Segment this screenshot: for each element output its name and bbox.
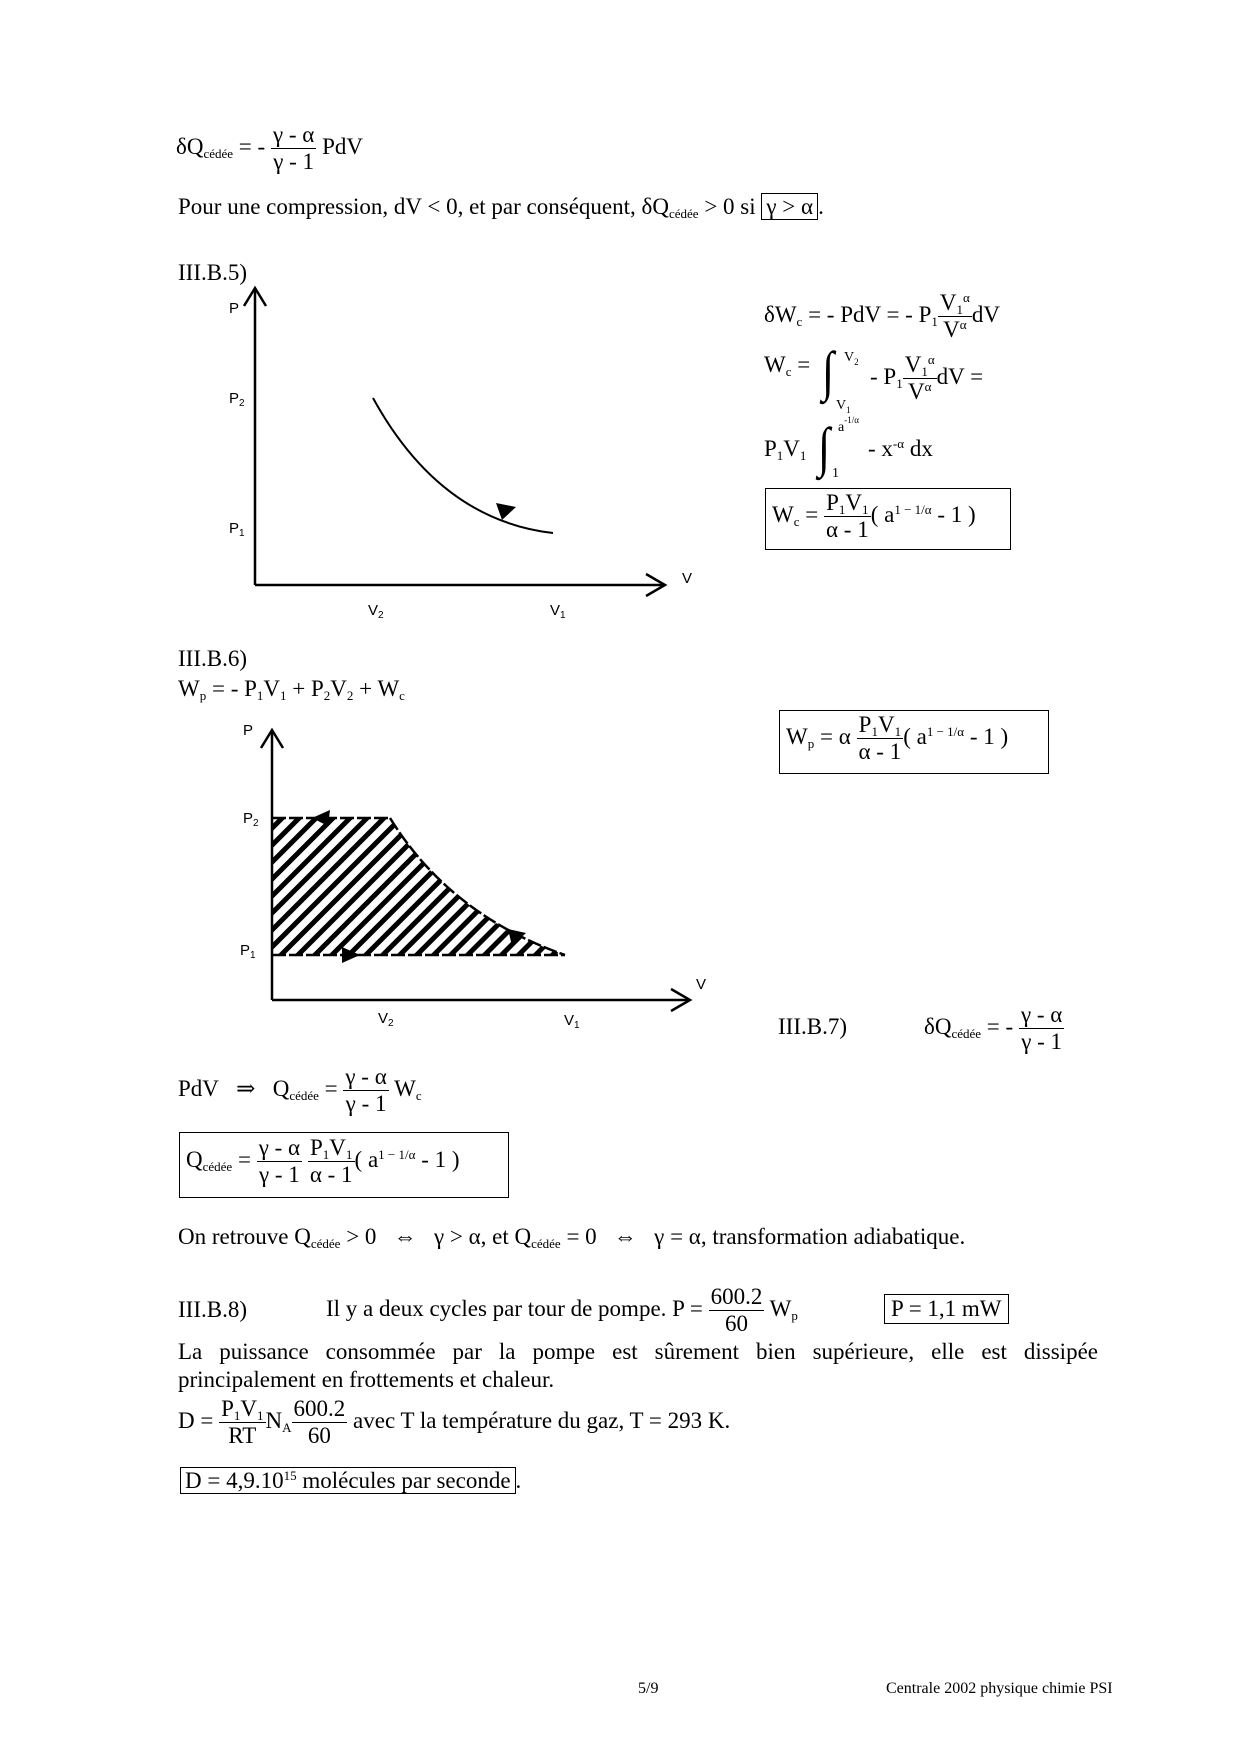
graph2-v1-label: $V_1$	[564, 1012, 580, 1031]
graph2-p2-label: $P_2$	[243, 810, 259, 829]
graph2-v-label: V	[696, 976, 707, 993]
section-b6-title: III.B.6)	[178, 646, 247, 671]
footer-source: Centrale 2002 physique chimie PSI	[886, 1680, 1113, 1697]
work-area-hatch	[272, 810, 572, 960]
integral-sign-2: ∫	[818, 416, 831, 478]
wc-result: $W_c$ = $\frac{P_1V_1}{\alpha - 1}$ ( $a^{1 - 1/\alpha} - 1$ )	[772, 490, 976, 542]
pv-graph-cycle	[210, 700, 710, 1020]
graph1-v-label: V	[682, 570, 693, 587]
gamma-gt-alpha-box: γ > α	[761, 193, 818, 220]
pv-graph-compression	[200, 280, 720, 630]
integral-sign: ∫	[822, 340, 835, 402]
d-equation: D = $\frac{P_1V_1}{RT}$ $N_A$ $\frac{600.2}{60}$ avec T la température du gaz, T = 293 K.	[178, 1396, 731, 1448]
b8-power-line: Il y a deux cycles par tour de pompe. P = $\frac{600.2}{60}$ $W_p$	[326, 1284, 798, 1336]
graph2-p1-label: $P_1$	[240, 942, 256, 961]
wp-result: $W_p = \alpha$ $\frac{P_1V_1}{\alpha - 1}$ ( $a^{1 - 1/\alpha} - 1$ )	[786, 712, 1009, 764]
section-b8-title: III.B.8)	[178, 1297, 247, 1322]
int2-lower-bound: 1	[832, 466, 839, 481]
wc-lower-bound: $V_1$	[836, 398, 851, 415]
graph2-v2-label: $V_2$	[378, 1010, 394, 1029]
dq-cedee-equation: $\delta Q_{cédée}$ = - $\frac{\gamma - \alpha}{\gamma - 1}$ PdV	[176, 122, 363, 174]
int2-integrand: - $x^{-\alpha}$ dx	[868, 436, 933, 461]
pdv-implies-line: PdV ⇒ $Q_{cédée}$ = $\frac{\gamma - \alpha}{\gamma - 1}$ $W_c$	[178, 1064, 422, 1116]
wc-integral-equation: $W_c$ =	[764, 352, 811, 379]
curve-arrow	[496, 503, 516, 520]
power-result-box: P = 1,1 mW	[884, 1294, 1009, 1324]
graph1-v1-label: $V_1$	[550, 602, 566, 621]
retrouve-sentence: On retrouve $Q_{cédée} > 0$ ⇔ γ > α, et $Q_{cédée} = 0$ ⇔ γ = α, transformation adiabatique.	[178, 1224, 966, 1251]
graph1-v2-label: $V_2$	[368, 602, 384, 621]
compression-sentence: Pour une compression, dV < 0, et par conséquent, $\delta Q_{cédée} > 0$ si γ > α .	[178, 194, 824, 221]
section-b5-title: III.B.5)	[178, 260, 247, 285]
page-number: 5/9	[638, 1680, 659, 1697]
wc-upper-bound: $V_2$	[844, 350, 859, 367]
d-result: $D = 4,9.10^{15}$ molécules par seconde .	[180, 1468, 521, 1494]
q-result: $Q_{cédée}$ = $\frac{\gamma - \alpha}{\gamma - 1}$ $\frac{P_1V_1}{\alpha - 1}$ ( $a^{1 - 1/\alpha} - 1$ )	[186, 1135, 460, 1187]
int2-upper-bound: $a^{-1/\alpha}$	[838, 415, 859, 435]
graph1-p2-label: $P_2$	[229, 390, 245, 409]
section-b7-title: III.B.7)	[778, 1014, 847, 1039]
b7-equation: $\delta Q_{cédée}$ = - $\frac{\gamma - \alpha}{\gamma - 1}$	[924, 1002, 1063, 1054]
p1v1-integral: $P_1V_1$	[764, 436, 807, 463]
dwc-equation: $\delta W_c$ = - PdV = - $P_1$ $\frac{V_1^\alpha}{V^\alpha}$ dV	[764, 290, 1000, 342]
wc-integrand: - $P_1$ $\frac{V_1^\alpha}{V^\alpha}$ dV =	[870, 352, 984, 404]
graph1-p1-label: $P_1$	[229, 520, 245, 539]
graph2-p-label: P	[243, 722, 254, 739]
graph1-p-label: P	[229, 300, 240, 317]
puissance-paragraph: La puissance consommée par la pompe est sûrement bien supérieure, elle est dissipée principalement en frottements et chaleur.	[178, 1339, 1098, 1392]
wp-definition: $W_p$ = - $P_1V_1 + P_2V_2 + W_c$	[178, 676, 405, 703]
